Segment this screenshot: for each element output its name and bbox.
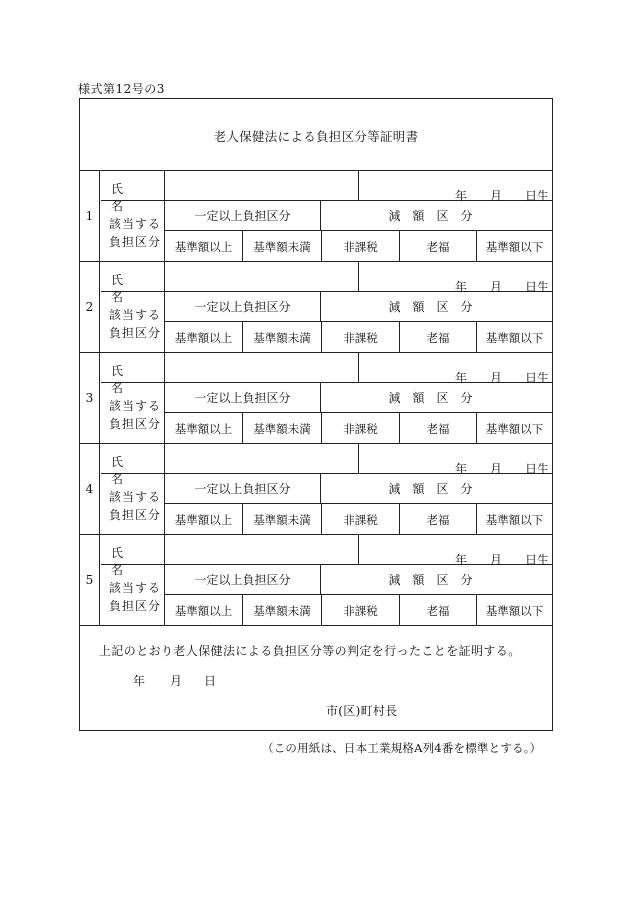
name-field[interactable] bbox=[164, 444, 359, 474]
fixed-burden-group-header: 一定以上負担区分 bbox=[164, 565, 321, 595]
name-field[interactable] bbox=[164, 535, 359, 565]
entry-number: 2 bbox=[85, 300, 94, 314]
birth-year-label: 年 bbox=[455, 280, 468, 294]
option-above-standard[interactable]: 基準額以上 bbox=[164, 504, 242, 534]
entry-number: 3 bbox=[85, 391, 94, 405]
reduced-amount-group-header: 減額区分 bbox=[321, 565, 552, 595]
birth-day-label: 日生 bbox=[525, 189, 550, 203]
birth-month-label: 月 bbox=[490, 371, 503, 385]
birthdate-field[interactable] bbox=[359, 171, 552, 201]
option-standard-or-below[interactable]: 基準額以下 bbox=[476, 413, 552, 443]
option-above-standard[interactable]: 基準額以上 bbox=[164, 322, 242, 352]
birth-year-label: 年 bbox=[455, 553, 468, 567]
birth-month-label: 月 bbox=[490, 462, 503, 476]
birthdate-field[interactable] bbox=[359, 535, 552, 565]
entry-number: 1 bbox=[85, 209, 94, 223]
option-below-standard[interactable]: 基準額未満 bbox=[242, 504, 321, 534]
option-standard-or-below[interactable]: 基準額以下 bbox=[476, 595, 552, 625]
fixed-burden-group-header: 一定以上負担区分 bbox=[164, 201, 321, 231]
option-elderly-welfare[interactable]: 老福 bbox=[399, 322, 476, 352]
category-label-line1: 該当する bbox=[109, 490, 162, 504]
title-block bbox=[80, 99, 552, 171]
category-label bbox=[101, 201, 164, 261]
name-label: 氏 名 bbox=[101, 353, 164, 383]
option-standard-or-below[interactable]: 基準額以下 bbox=[476, 322, 552, 352]
option-elderly-welfare[interactable]: 老福 bbox=[399, 231, 476, 261]
option-below-standard[interactable]: 基準額未満 bbox=[242, 413, 321, 443]
option-standard-or-below[interactable]: 基準額以下 bbox=[476, 504, 552, 534]
birth-day-label: 日生 bbox=[525, 462, 550, 476]
fixed-burden-group-header: 一定以上負担区分 bbox=[164, 474, 321, 504]
name-label: 氏 名 bbox=[101, 171, 164, 201]
name-field[interactable] bbox=[164, 353, 359, 383]
name-label: 氏 名 bbox=[101, 535, 164, 565]
birth-year-label: 年 bbox=[455, 462, 468, 476]
category-label-line2: 負担区分 bbox=[109, 599, 162, 613]
birthdate-field[interactable] bbox=[359, 262, 552, 292]
reduced-amount-group-header: 減額区分 bbox=[321, 201, 552, 231]
person-entry bbox=[80, 535, 552, 626]
birthdate-field[interactable] bbox=[359, 353, 552, 383]
option-standard-or-below[interactable]: 基準額以下 bbox=[476, 231, 552, 261]
category-label-line1: 該当する bbox=[109, 581, 162, 595]
entry-number-cell bbox=[80, 171, 100, 261]
entry-number-cell bbox=[80, 444, 100, 534]
birthdate-field[interactable] bbox=[359, 444, 552, 474]
option-tax-exempt[interactable]: 非課税 bbox=[321, 231, 399, 261]
reduced-amount-group-header: 減額区分 bbox=[321, 383, 552, 413]
option-tax-exempt[interactable]: 非課税 bbox=[321, 504, 399, 534]
entry-number: 4 bbox=[85, 482, 94, 496]
birth-day-label: 日生 bbox=[525, 280, 550, 294]
category-label-line1: 該当する bbox=[109, 308, 162, 322]
birth-year-label: 年 bbox=[455, 371, 468, 385]
category-label bbox=[101, 474, 164, 534]
category-label-line2: 負担区分 bbox=[109, 326, 162, 340]
birth-year-label: 年 bbox=[455, 189, 468, 203]
option-elderly-welfare[interactable]: 老福 bbox=[399, 595, 476, 625]
category-label-line2: 負担区分 bbox=[109, 235, 162, 249]
name-label: 氏 名 bbox=[101, 444, 164, 474]
form-title: 老人保健法による負担区分等証明書 bbox=[213, 129, 419, 144]
certification-day-label: 日 bbox=[204, 674, 217, 688]
person-entry bbox=[80, 353, 552, 444]
reduced-amount-group-header: 減額区分 bbox=[321, 292, 552, 322]
option-elderly-welfare[interactable]: 老福 bbox=[399, 504, 476, 534]
reduced-amount-group-header: 減額区分 bbox=[321, 474, 552, 504]
category-label bbox=[101, 383, 164, 443]
entry-number-cell bbox=[80, 535, 100, 625]
fixed-burden-group-header: 一定以上負担区分 bbox=[164, 383, 321, 413]
fixed-burden-group-header: 一定以上負担区分 bbox=[164, 292, 321, 322]
category-label-line2: 負担区分 bbox=[109, 508, 162, 522]
option-above-standard[interactable]: 基準額以上 bbox=[164, 231, 242, 261]
person-entry bbox=[80, 262, 552, 353]
entry-number: 5 bbox=[85, 573, 94, 587]
category-label bbox=[101, 565, 164, 625]
option-above-standard[interactable]: 基準額以上 bbox=[164, 595, 242, 625]
option-below-standard[interactable]: 基準額未満 bbox=[242, 231, 321, 261]
birth-month-label: 月 bbox=[490, 280, 503, 294]
certification-statement: 上記のとおり老人保健法による負担区分等の判定を行ったことを証明する。 bbox=[99, 644, 521, 658]
option-tax-exempt[interactable]: 非課税 bbox=[321, 413, 399, 443]
option-below-standard[interactable]: 基準額未満 bbox=[242, 322, 321, 352]
person-entry bbox=[80, 444, 552, 535]
certification-month-label: 月 bbox=[170, 674, 183, 688]
birth-month-label: 月 bbox=[490, 189, 503, 203]
entry-number-cell bbox=[80, 353, 100, 443]
person-entry bbox=[80, 171, 552, 262]
paper-size-footnote: （この用紙は、日本工業規格A列4番を標準とする。） bbox=[262, 741, 542, 755]
name-label: 氏 名 bbox=[101, 262, 164, 292]
option-elderly-welfare[interactable]: 老福 bbox=[399, 413, 476, 443]
name-field[interactable] bbox=[164, 262, 359, 292]
name-field[interactable] bbox=[164, 171, 359, 201]
birth-day-label: 日生 bbox=[525, 553, 550, 567]
option-above-standard[interactable]: 基準額以上 bbox=[164, 413, 242, 443]
certificate-form bbox=[79, 98, 553, 731]
option-tax-exempt[interactable]: 非課税 bbox=[321, 322, 399, 352]
entry-number-cell bbox=[80, 262, 100, 352]
option-tax-exempt[interactable]: 非課税 bbox=[321, 595, 399, 625]
option-below-standard[interactable]: 基準額未満 bbox=[242, 595, 321, 625]
birth-day-label: 日生 bbox=[525, 371, 550, 385]
form-number: 様式第12号の3 bbox=[78, 82, 165, 96]
birth-month-label: 月 bbox=[490, 553, 503, 567]
issuer-label: 市(区)町村長 bbox=[326, 704, 398, 718]
certification-year-label: 年 bbox=[133, 674, 146, 688]
category-label bbox=[101, 292, 164, 352]
category-label-line2: 負担区分 bbox=[109, 417, 162, 431]
category-label-line1: 該当する bbox=[109, 217, 162, 231]
category-label-line1: 該当する bbox=[109, 399, 162, 413]
